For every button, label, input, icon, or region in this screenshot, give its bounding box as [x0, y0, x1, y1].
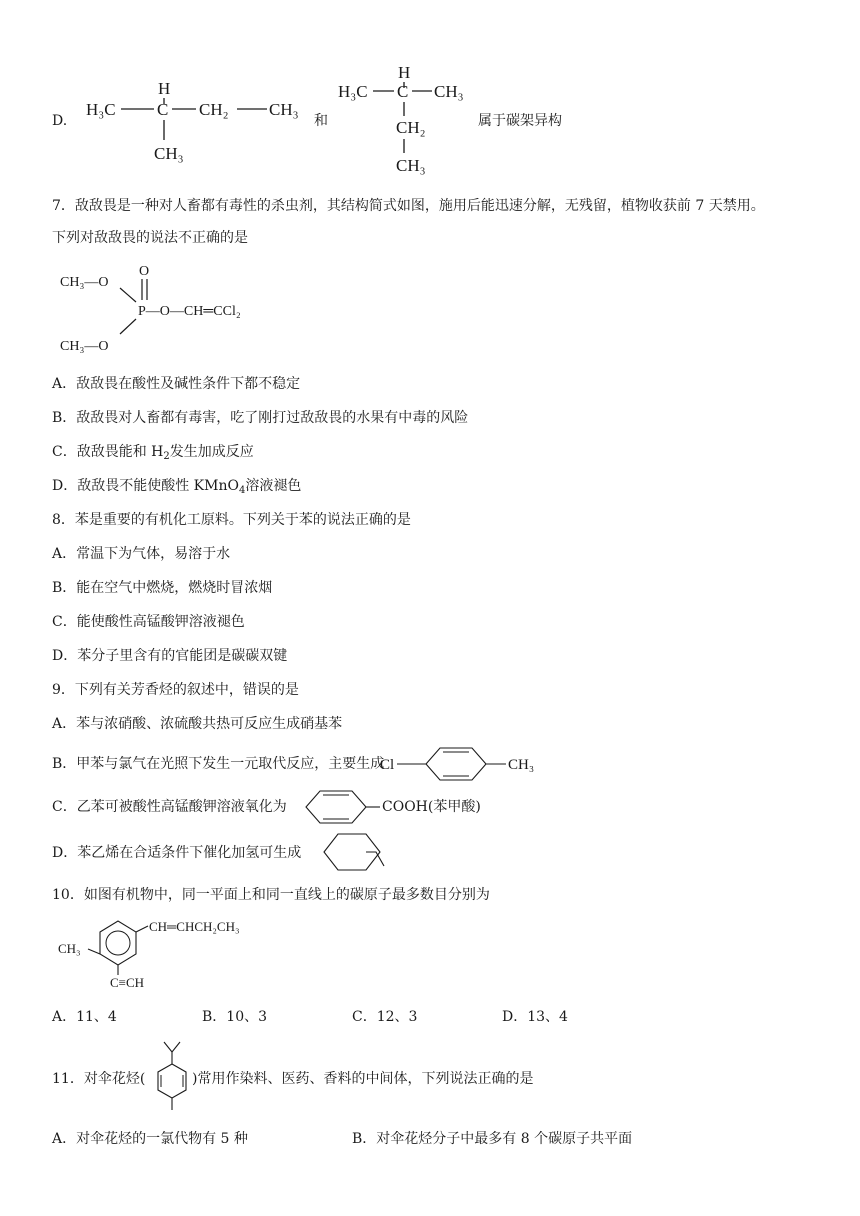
- q8-option-c[interactable]: C．能使酸性高锰酸钾溶液褪色: [52, 614, 245, 630]
- q7-option-d-sub: 4: [238, 485, 246, 496]
- q7-option-c-sub: 2: [163, 451, 170, 462]
- q10-option-b[interactable]: B．10、3: [202, 1009, 268, 1025]
- q7-option-c-pre: C．敌敌畏能和 H: [52, 444, 164, 460]
- mol2-ch3-down: CH₃: [396, 156, 426, 175]
- q7-option-b[interactable]: B．敌敌畏对人畜都有毒害，吃了刚打过敌敌畏的水果有中毒的风险: [52, 410, 469, 426]
- q6-molecule-2-methylbutane-diagram: [82, 75, 312, 170]
- q11-option-b[interactable]: B．对伞花烃分子中最多有 8 个碳原子共平面: [352, 1131, 633, 1147]
- q8-option-b[interactable]: B．能在空气中燃烧，燃烧时冒浓烟: [52, 580, 273, 596]
- mol2-ch2: CH₂: [396, 118, 426, 137]
- q9-option-c[interactable]: C．乙苯可被酸性高锰酸钾溶液氧化为: [52, 799, 287, 815]
- q7-option-d-pre: D．敌敌畏不能使酸性 KMnO: [52, 478, 239, 494]
- q9-p-chlorotoluene-structure: [380, 744, 550, 784]
- q9-option-d[interactable]: D．苯乙烯在合适条件下催化加氢可生成: [52, 845, 302, 861]
- q10-option-a[interactable]: A．11、4: [52, 1009, 117, 1025]
- q9-b-cl: Cl: [380, 757, 395, 773]
- q9-c-cooh: COOH(苯甲酸): [382, 799, 481, 815]
- q10-option-d[interactable]: D．13、4: [502, 1009, 568, 1025]
- q6-suffix: 属于碳架异构: [478, 113, 562, 129]
- q7-stem-line2: 下列对敌敌畏的说法不正确的是: [52, 230, 248, 246]
- q7-option-d-post: 溶液褪色: [245, 478, 302, 494]
- q7-stem-line1: 7．敌敌畏是一种对人畜都有毒性的杀虫剂，其结构简式如图，施用后能迅速分解，无残留，植物收获前 7 天禁用。: [52, 198, 765, 214]
- mol1-h: H: [158, 79, 171, 98]
- mol1-h3c: H₃C: [86, 100, 116, 119]
- dichlorvos-ch3o-top: CH₃—O: [60, 275, 109, 290]
- q10-alkyne: C≡CH: [110, 975, 145, 990]
- q10-molecule-structure: [56, 912, 296, 994]
- q11-stem-pre: 11．对伞花烃(: [52, 1071, 146, 1087]
- q9-option-a[interactable]: A．苯与浓硝酸、浓硫酸共热可反应生成硝基苯: [52, 716, 343, 732]
- dichlorvos-ch3o-bottom: CH₃—O: [60, 339, 109, 354]
- q10-ch3: CH₃: [58, 941, 81, 956]
- dichlorvos-o-double: O: [139, 264, 150, 279]
- mol1-c: C: [157, 100, 169, 119]
- dichlorvos-p-chain: P—O—CH═CCl₂: [138, 304, 241, 319]
- mol1-ch2: CH₂: [199, 100, 229, 119]
- mol1-ch3-down: CH₃: [154, 144, 184, 163]
- mol2-h: H: [398, 63, 411, 82]
- q7-dichlorvos-structure-diagram: [56, 260, 306, 360]
- q11-option-a[interactable]: A．对伞花烃的一氯代物有 5 种: [52, 1131, 248, 1147]
- q9-ethyl-group: [320, 830, 390, 874]
- q7-option-d[interactable]: [52, 476, 301, 496]
- q7-option-c[interactable]: [52, 442, 254, 462]
- q10-stem: 10．如图有机物中，同一平面上和同一直线上的碳原子最多数目分别为: [52, 887, 490, 903]
- q10-option-c[interactable]: C．12、3: [352, 1009, 418, 1025]
- mol1-ch3-right: CH₃: [269, 100, 299, 119]
- q11-p-cymene-structure: [150, 1038, 194, 1120]
- q9-stem: 9．下列有关芳香烃的叙述中，错误的是: [52, 682, 299, 698]
- q6-connector: 和: [314, 113, 328, 129]
- mol2-ch3-right: CH₃: [434, 82, 464, 101]
- q7-option-a[interactable]: A．敌敌畏在酸性及碱性条件下都不稳定: [52, 376, 301, 392]
- q8-option-a[interactable]: A．常温下为气体，易溶于水: [52, 546, 231, 562]
- q6-option-d-label: D.: [52, 113, 68, 129]
- q7-option-c-post: 发生加成反应: [169, 444, 254, 460]
- q8-option-d[interactable]: D．苯分子里含有的官能团是碳碳双键: [52, 648, 288, 664]
- q11-stem-post: )常用作染料、医药、香料的中间体，下列说法正确的是: [192, 1071, 534, 1087]
- q9-b-ch3: CH₃: [508, 757, 535, 773]
- q6-molecule-2-methylbutane-alt-diagram: [334, 60, 484, 180]
- q8-stem: 8．苯是重要的有机化工原料。下列关于苯的说法正确的是: [52, 512, 411, 528]
- q9-option-b[interactable]: B．甲苯与氯气在光照下发生一元取代反应，主要生成: [52, 756, 385, 772]
- mol2-h3c: H₃C: [338, 82, 368, 101]
- q10-chain: CH═CHCH₂CH₃: [149, 919, 240, 934]
- mol2-c: C: [397, 82, 409, 101]
